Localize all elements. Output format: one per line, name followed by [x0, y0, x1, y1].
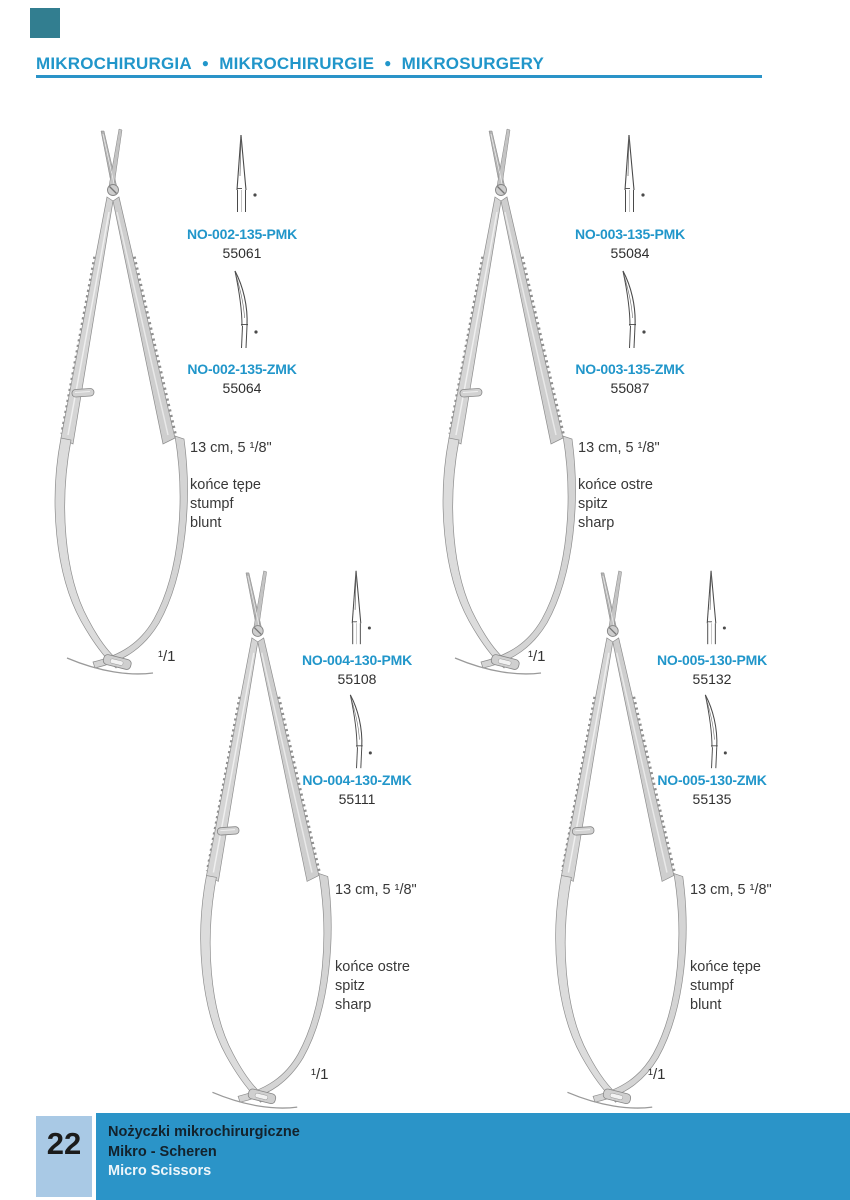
desc-line-en: blunt [690, 997, 722, 1013]
tip-detail-curved-icon [692, 692, 732, 772]
tip-detail-curved-icon [337, 692, 377, 772]
sku-number: 55111 [338, 791, 376, 807]
sku-number: 55108 [337, 671, 377, 687]
tip-detail-straight-icon [222, 132, 262, 216]
desc-line-pl: końce ostre [578, 477, 653, 493]
scale-marker: ¹/1 [158, 648, 176, 665]
header-title-de: MIKROCHIRURGIE [219, 54, 375, 73]
product-card [538, 556, 850, 1146]
sku-number: 55132 [692, 671, 732, 687]
catalog-code: NO-004-130-ZMK [302, 772, 412, 788]
footer-title-en: Micro Scissors [108, 1163, 212, 1179]
tip-description [335, 958, 410, 1015]
footer-title-de: Mikro - Scheren [108, 1143, 217, 1160]
brand-logo-square [30, 8, 60, 38]
tip-detail-curved-icon [610, 268, 650, 352]
bullet-icon: ● [384, 56, 392, 70]
desc-line-de: stumpf [690, 978, 734, 994]
bullet-icon: ● [201, 56, 210, 70]
tip-description [578, 476, 653, 533]
size-text: 13 cm, 5 ¹/8" [578, 440, 660, 456]
footer-bar [96, 1113, 850, 1200]
catalog-code: NO-005-130-PMK [656, 652, 767, 668]
desc-line-en: sharp [578, 515, 615, 531]
desc-line-de: spitz [578, 496, 608, 512]
desc-line-en: sharp [335, 997, 372, 1013]
catalog-code: NO-002-135-ZMK [187, 361, 297, 377]
desc-line-pl: końce ostre [335, 959, 410, 975]
tip-description [190, 476, 261, 533]
desc-line-de: stumpf [190, 496, 234, 512]
catalog-code: NO-003-135-ZMK [575, 361, 685, 377]
page-number-box [36, 1116, 92, 1197]
desc-line-en: blunt [190, 515, 222, 531]
header-title-pl: MIKROCHIRURGIA [36, 54, 192, 73]
scale-marker: ¹/1 [648, 1066, 666, 1083]
size-text: 13 cm, 5 ¹/8" [335, 882, 417, 898]
catalog-code: NO-002-135-PMK [186, 226, 297, 242]
desc-line-pl: końce tępe [690, 959, 761, 975]
scale-marker: ¹/1 [528, 648, 546, 665]
catalog-code: NO-003-135-PMK [574, 226, 685, 242]
sku-number: 55084 [610, 245, 650, 261]
header-title-en: MIKROSURGERY [401, 54, 545, 73]
page-header [36, 54, 544, 74]
size-text: 13 cm, 5 ¹/8" [690, 882, 772, 898]
catalog-code: NO-005-130-ZMK [657, 772, 767, 788]
tip-description [690, 958, 761, 1015]
header-underline [36, 75, 762, 78]
catalog-code: NO-004-130-PMK [301, 652, 412, 668]
tip-detail-straight-icon [692, 568, 732, 648]
scale-marker: ¹/1 [311, 1066, 329, 1083]
size-text: 13 cm, 5 ¹/8" [190, 440, 272, 456]
tip-detail-curved-icon [222, 268, 262, 352]
desc-line-de: spitz [335, 978, 365, 994]
page-number: 22 [46, 1126, 82, 1161]
sku-number: 55064 [222, 380, 262, 396]
tip-detail-straight-icon [337, 568, 377, 648]
sku-number: 55135 [692, 791, 732, 807]
sku-number: 55061 [222, 245, 262, 261]
desc-line-pl: końce tępe [190, 477, 261, 493]
footer-title-pl: Nożyczki mikrochirurgiczne [108, 1124, 300, 1140]
product-card [183, 556, 555, 1146]
sku-number: 55087 [610, 380, 650, 396]
tip-detail-straight-icon [610, 132, 650, 216]
